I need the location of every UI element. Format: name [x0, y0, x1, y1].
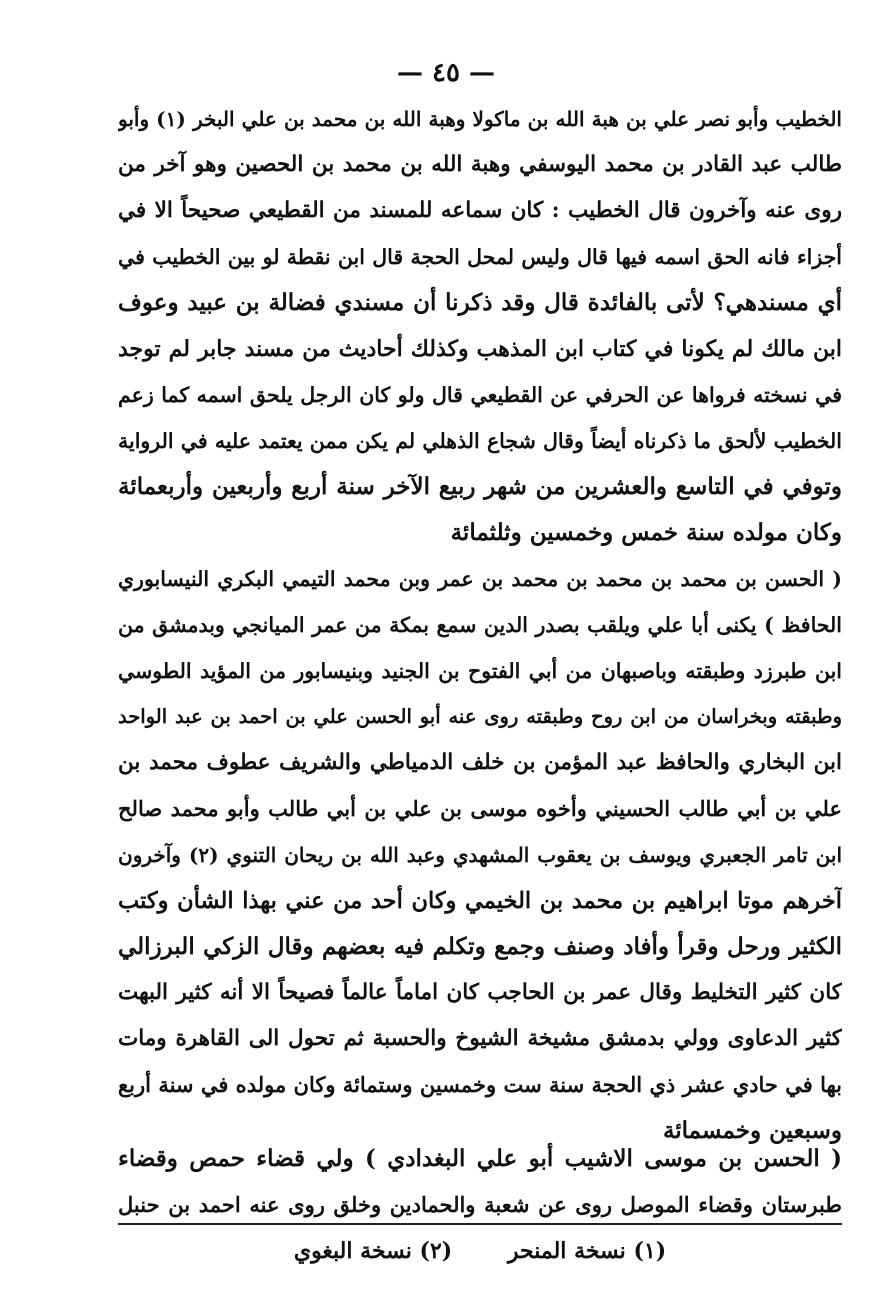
text-line: علي بن أبي طالب الحسيني وأخوه موسى بن علي بن أبي طالب وأبو محمد صالح [118, 796, 842, 821]
text-line: وكان مولده سنة خمس وخمسين وثلثمائة [450, 519, 842, 546]
page-number: — ٤٥ — [396, 58, 496, 88]
text-line: ابن طبرزد وطبقته وباصبهان من أبي الفتوح بن الجنيد وبنيسابور من المؤيد الطوسي [118, 659, 842, 683]
footnote-divider [118, 1223, 842, 1225]
footnote-2: (٢) نسخة البغوي [293, 1238, 453, 1264]
text-line: ( الحسن بن موسى الاشيب أبو علي البغدادي ) ولي قضاء حمص وقضاء [118, 1145, 842, 1172]
text-line: الكثير ورحل وقرأ وأفاد وصنف وجمع وتكلم فيه بعضهم وقال الزكي البرزالي [118, 933, 842, 960]
text-line: طالب عبد القادر بن محمد اليوسفي وهبة الله بن محمد بن الحصين وهو آخر من [118, 152, 842, 177]
footnote-1: (١) نسخة المنحر [507, 1238, 667, 1264]
text-line: ابن تامر الجعبري ويوسف بن يعقوب المشهدي وعبد الله بن ريحان التنوي (٢) وآخرون [118, 843, 842, 867]
text-line: بها في حادي عشر ذي الحجة سنة ست وخمسين وستمائة وكان مولده في سنة أربع [118, 1072, 842, 1097]
text-line: أي مسندهي؟ لأتى بالفائدة قال وقد ذكرنا أن مسندي فضالة بن عبيد وعوف [118, 289, 842, 316]
paragraph-1 [118, 96, 842, 556]
text-line: الخطيب وأبو نصر علي بن هبة الله بن ماكولا وهبة الله بن محمد بن علي البخر (١) وأبو [118, 107, 842, 131]
text-line: وطبقته وبخراسان من ابن روح وطبقته روى عنه أبو الحسن علي بن احمد بن عبد الواحد [118, 705, 842, 728]
paragraph-3 [118, 1136, 842, 1228]
text-line: ابن البخاري والحافظ عبد المؤمن بن خلف الدمياطي والشريف عطوف محمد بن [118, 750, 842, 775]
text-line: كان كثير التخليط وقال عمر بن الحاجب كان اماماً عالماً فصيحاً الا أنه كثير البهت [118, 980, 842, 1005]
text-line: روى عنه وآخرون قال الخطيب : كان سماعه للمسند من القطيعي صحيحاً الا في [118, 198, 842, 223]
text-line: وتوفي في التاسع والعشرين من شهر ربيع الآخر سنة أربع وأربعين وأربعمائة [118, 473, 842, 500]
footnotes [118, 1234, 842, 1268]
text-line: الحافظ ) يكنى أبا علي ويلقب بصدر الدين سمع بمكة من عمر الميانجي وبدمشق من [118, 613, 842, 637]
text-line: آخرهم موتا ابراهيم بن محمد بن الخيمي وكان أحد من عني بهذا الشأن وكتب [118, 888, 842, 914]
text-line: الخطيب لألحق ما ذكرناه أيضاً وقال شجاع الذهلي لم يكن ممن يعتمد عليه في الرواية [118, 429, 842, 453]
paragraph-2 [118, 556, 842, 1154]
text-line: طبرستان وقضاء الموصل روى عن شعبة والحمادين وخلق روى عنه احمد بن حنبل [118, 1192, 842, 1217]
text-line: ( الحسن بن محمد بن محمد بن محمد بن عمر وبن محمد التيمي البكري النيسابوري [118, 567, 842, 591]
text-line: ابن مالك لم يكونا في كتاب ابن المذهب وكذلك أحاديث من مسند جابر لم توجد [118, 336, 842, 362]
text-line: وسبعين وخمسمائة [662, 1117, 842, 1144]
text-line: أجزاء فانه الحق اسمه فيها قال وليس لمحل الحجة قال ابن نقطة لو بين الخطيب في [118, 245, 842, 269]
text-line: في نسخته فرواها عن الحرفي عن القطيعي قال ولو كان الرجل يلحق اسمه كما زعم [118, 383, 842, 407]
text-line: كثير الدعاوى وولي بدمشق مشيخة الشيوخ والحسبة ثم تحول الى القاهرة ومات [118, 1026, 842, 1051]
